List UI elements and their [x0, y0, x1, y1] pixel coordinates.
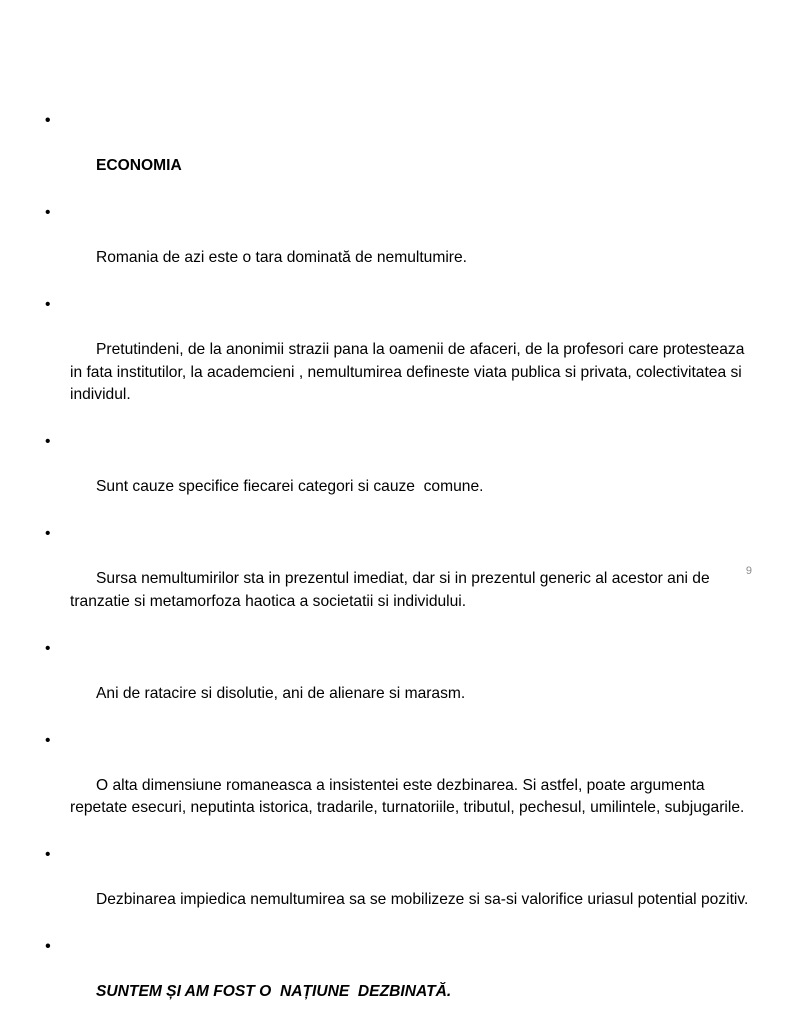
bullet-item-heading — [45, 110, 755, 200]
bullet-text: Dezbinarea impiedica nemultumirea sa se mobilizeze si sa-si valorifice uriasul potential pozitiv. — [96, 891, 749, 908]
bullet-item-conclusion — [45, 936, 755, 1026]
bullet-list — [45, 110, 755, 1028]
bullet-icon: • — [45, 938, 51, 955]
bullet-icon: • — [45, 296, 51, 313]
bullet-icon: • — [45, 112, 51, 129]
page-number: 9 — [745, 565, 752, 577]
bullet-text: Romania de azi este o tara dominată de nemultumire. — [96, 249, 467, 266]
bullet-icon: • — [45, 204, 51, 221]
bullet-item — [45, 638, 755, 728]
bullet-icon: • — [45, 846, 51, 863]
bullet-icon: • — [45, 639, 51, 657]
bullet-text: O alta dimensiune romaneasca a insistentei este dezbinarea. Si astfel, poate argumenta repetate esecuri, neputinta istorica, tradarile, turnatoriile, tributul, pechesul, umilintele, subjugarile. — [70, 776, 745, 816]
bullet-item — [45, 431, 755, 521]
bullet-item — [45, 730, 755, 843]
bullet-item — [45, 523, 755, 636]
bullet-text: ECONOMIA — [96, 157, 182, 174]
bullet-item — [45, 844, 755, 934]
bullet-text: SUNTEM ȘI AM FOST O NAȚIUNE DEZBINATĂ. — [96, 983, 452, 1000]
bullet-text: Sunt cauze specifice fiecarei categori si cauze comune. — [96, 478, 484, 495]
bullet-item — [45, 202, 755, 292]
bullet-icon: • — [45, 525, 51, 542]
bullet-text: Sursa nemultumirilor sta in prezentul imediat, dar si in prezentul generic al acestor ani de tranzatie si metamorfoza haotica a societatii si individului. — [70, 570, 714, 610]
bullet-item — [45, 294, 755, 429]
bullet-text: Ani de ratacire si disolutie, ani de alienare si marasm. — [96, 684, 466, 702]
bullet-icon: • — [45, 731, 51, 749]
bullet-icon: • — [45, 433, 51, 450]
bullet-text: Pretutindeni, de la anonimii strazii pana la oamenii de afaceri, de la profesori care protesteaza in fata institutilor, la academcieni , nemultumirea defineste viata publica si privata, colectivitatea si individul. — [70, 341, 749, 403]
